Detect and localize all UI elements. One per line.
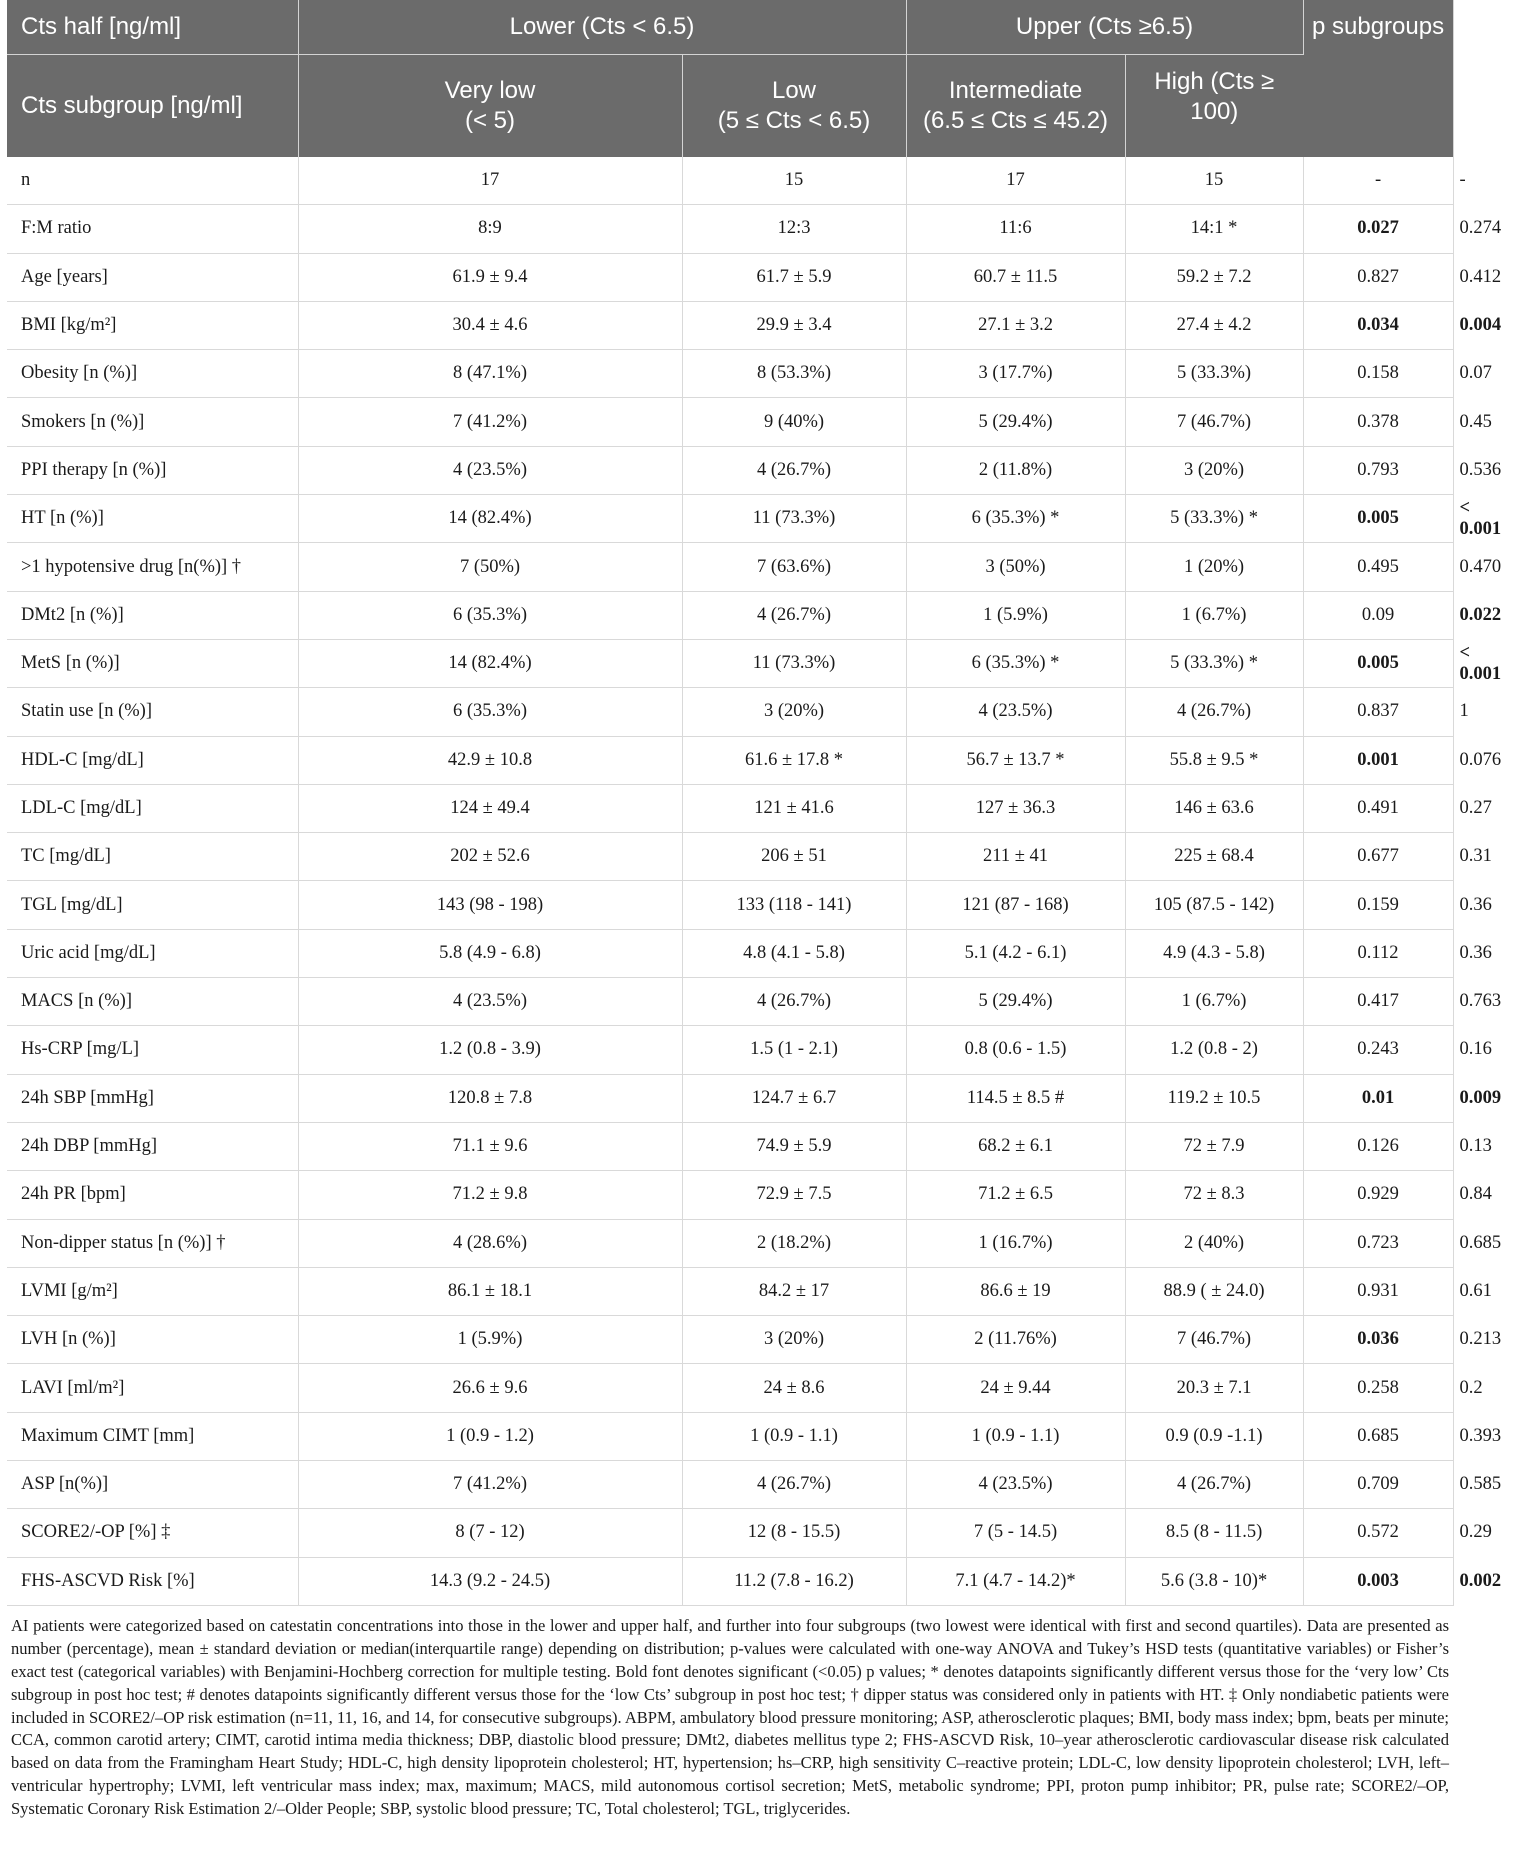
value-very-low: 42.9 ± 10.8 [298, 736, 682, 784]
value-very-low: 1 (5.9%) [298, 1316, 682, 1364]
value-low: 8 (53.3%) [682, 350, 906, 398]
value-very-low: 7 (41.2%) [298, 398, 682, 446]
value-intermediate: 17 [906, 157, 1125, 205]
value-high: 146 ± 63.6 [1125, 784, 1303, 832]
value-very-low: 6 (35.3%) [298, 591, 682, 639]
value-low: 1.5 (1 - 2.1) [682, 1026, 906, 1074]
table-row: Smokers [n (%)] 7 (41.2%) 9 (40%) 5 (29.4%) 7 (46.7%) 0.378 0.45 [7, 398, 1453, 446]
header-row-subgroups [7, 55, 1453, 158]
table-row: HT [n (%)] 14 (82.4%) 11 (73.3%) 6 (35.3%) * 5 (33.3%) * 0.005 < 0.001 [7, 495, 1453, 543]
header-intermediate-name: Intermediate [948, 77, 1083, 104]
value-very-low: 143 (98 - 198) [298, 881, 682, 929]
value-high: 3 (20%) [1125, 446, 1303, 494]
row-label: Hs-CRP [mg/L] [7, 1026, 298, 1074]
value-very-low: 120.8 ± 7.8 [298, 1074, 682, 1122]
row-label: Statin use [n (%)] [7, 688, 298, 736]
p-subgroups-value: 0.034 [1303, 301, 1453, 349]
value-intermediate: 3 (17.7%) [906, 350, 1125, 398]
value-high: 5 (33.3%) * [1125, 639, 1303, 687]
row-label: 24h DBP [mmHg] [7, 1122, 298, 1170]
row-label: Age [years] [7, 253, 298, 301]
value-intermediate: 7 (5 - 14.5) [906, 1509, 1125, 1557]
row-label: Obesity [n (%)] [7, 350, 298, 398]
row-label: LAVI [ml/m²] [7, 1364, 298, 1412]
value-very-low: 30.4 ± 4.6 [298, 301, 682, 349]
value-very-low: 14 (82.4%) [298, 639, 682, 687]
table-row: HDL-C [mg/dL] 42.9 ± 10.8 61.6 ± 17.8 * 56.7 ± 13.7 * 55.8 ± 9.5 * 0.001 0.076 [7, 736, 1453, 784]
header-intermediate [906, 55, 1125, 158]
p-subgroups-value: - [1303, 157, 1453, 205]
value-low: 61.6 ± 17.8 * [682, 736, 906, 784]
p-subgroups-value: 0.827 [1303, 253, 1453, 301]
value-very-low: 61.9 ± 9.4 [298, 253, 682, 301]
value-low: 74.9 ± 5.9 [682, 1122, 906, 1170]
value-low: 4.8 (4.1 - 5.8) [682, 929, 906, 977]
value-high: 7 (46.7%) [1125, 1316, 1303, 1364]
data-table [7, 0, 1531, 1606]
value-low: 1 (0.9 - 1.1) [682, 1412, 906, 1460]
p-subgroups-value: 0.417 [1303, 978, 1453, 1026]
value-very-low: 6 (35.3%) [298, 688, 682, 736]
value-intermediate: 71.2 ± 6.5 [906, 1171, 1125, 1219]
row-label: Uric acid [mg/dL] [7, 929, 298, 977]
row-label: TC [mg/dL] [7, 833, 298, 881]
table-row: LVMI [g/m²] 86.1 ± 18.1 84.2 ± 17 86.6 ± 19 88.9 ( ± 24.0) 0.931 0.61 [7, 1267, 1453, 1315]
value-intermediate: 5 (29.4%) [906, 398, 1125, 446]
value-low: 24 ± 8.6 [682, 1364, 906, 1412]
value-very-low: 8 (7 - 12) [298, 1509, 682, 1557]
value-high: 14:1 * [1125, 205, 1303, 253]
header-p-subgroups: p subgroups [1303, 0, 1453, 157]
value-low: 11 (73.3%) [682, 495, 906, 543]
table-row: Hs-CRP [mg/L] 1.2 (0.8 - 3.9) 1.5 (1 - 2.1) 0.8 (0.6 - 1.5) 1.2 (0.8 - 2) 0.243 0.16 [7, 1026, 1453, 1074]
row-label: >1 hypotensive drug [n(%)] † [7, 543, 298, 591]
header-cts-half-label: Cts half [ng/ml] [7, 0, 298, 55]
value-very-low: 4 (23.5%) [298, 446, 682, 494]
table-row: n 17 15 17 15 - - [7, 157, 1453, 205]
row-label: 24h PR [bpm] [7, 1171, 298, 1219]
value-high: 0.9 (0.9 -1.1) [1125, 1412, 1303, 1460]
p-subgroups-value: 0.677 [1303, 833, 1453, 881]
p-subgroups-value: 0.243 [1303, 1026, 1453, 1074]
row-label: DMt2 [n (%)] [7, 591, 298, 639]
value-intermediate: 5 (29.4%) [906, 978, 1125, 1026]
row-label: HT [n (%)] [7, 495, 298, 543]
value-intermediate: 211 ± 41 [906, 833, 1125, 881]
value-high: 4 (26.7%) [1125, 1461, 1303, 1509]
table-row: BMI [kg/m²] 30.4 ± 4.6 29.9 ± 3.4 27.1 ± 3.2 27.4 ± 4.2 0.034 0.004 [7, 301, 1453, 349]
value-very-low: 14 (82.4%) [298, 495, 682, 543]
value-intermediate: 121 (87 - 168) [906, 881, 1125, 929]
p-subgroups-value: 0.036 [1303, 1316, 1453, 1364]
value-intermediate: 68.2 ± 6.1 [906, 1122, 1125, 1170]
table-row: MetS [n (%)] 14 (82.4%) 11 (73.3%) 6 (35.3%) * 5 (33.3%) * 0.005 < 0.001 [7, 639, 1453, 687]
header-cts-subgroup-label: Cts subgroup [ng/ml] [7, 55, 298, 158]
value-very-low: 124 ± 49.4 [298, 784, 682, 832]
value-high: 4.9 (4.3 - 5.8) [1125, 929, 1303, 977]
table-row: TGL [mg/dL] 143 (98 - 198) 133 (118 - 141) 121 (87 - 168) 105 (87.5 - 142) 0.159 0.36 [7, 881, 1453, 929]
value-low: 4 (26.7%) [682, 446, 906, 494]
p-subgroups-value: 0.685 [1303, 1412, 1453, 1460]
p-subgroups-value: 0.005 [1303, 639, 1453, 687]
row-label: MetS [n (%)] [7, 639, 298, 687]
value-low: 2 (18.2%) [682, 1219, 906, 1267]
table-row: LAVI [ml/m²] 26.6 ± 9.6 24 ± 8.6 24 ± 9.44 20.3 ± 7.1 0.258 0.2 [7, 1364, 1453, 1412]
value-very-low: 8 (47.1%) [298, 350, 682, 398]
p-subgroups-value: 0.931 [1303, 1267, 1453, 1315]
value-intermediate: 7.1 (4.7 - 14.2)* [906, 1557, 1125, 1605]
document [7, 0, 1531, 1821]
value-high: 72 ± 7.9 [1125, 1122, 1303, 1170]
row-label: Non-dipper status [n (%)] † [7, 1219, 298, 1267]
value-low: 9 (40%) [682, 398, 906, 446]
header-lower-half: Lower (Cts < 6.5) [298, 0, 906, 55]
value-low: 4 (26.7%) [682, 1461, 906, 1509]
value-low: 3 (20%) [682, 688, 906, 736]
value-low: 133 (118 - 141) [682, 881, 906, 929]
value-high: 225 ± 68.4 [1125, 833, 1303, 881]
row-label: HDL-C [mg/dL] [7, 736, 298, 784]
header-low-name: Low [771, 77, 817, 104]
value-very-low: 1 (0.9 - 1.2) [298, 1412, 682, 1460]
table-row: LVH [n (%)] 1 (5.9%) 3 (20%) 2 (11.76%) 7 (46.7%) 0.036 0.213 [7, 1316, 1453, 1364]
value-high: 1 (6.7%) [1125, 591, 1303, 639]
value-intermediate: 86.6 ± 19 [906, 1267, 1125, 1315]
value-very-low: 14.3 (9.2 - 24.5) [298, 1557, 682, 1605]
value-low: 12 (8 - 15.5) [682, 1509, 906, 1557]
p-subgroups-value: 0.158 [1303, 350, 1453, 398]
p-subgroups-value: 0.005 [1303, 495, 1453, 543]
table-body [7, 157, 1502, 1605]
value-intermediate: 4 (23.5%) [906, 1461, 1125, 1509]
value-very-low: 86.1 ± 18.1 [298, 1267, 682, 1315]
value-intermediate: 114.5 ± 8.5 # [906, 1074, 1125, 1122]
value-low: 4 (26.7%) [682, 978, 906, 1026]
p-subgroups-value: 0.01 [1303, 1074, 1453, 1122]
row-label: SCORE2/-OP [%] ‡ [7, 1509, 298, 1557]
value-low: 206 ± 51 [682, 833, 906, 881]
table-row: MACS [n (%)] 4 (23.5%) 4 (26.7%) 5 (29.4%) 1 (6.7%) 0.417 0.763 [7, 978, 1453, 1026]
value-intermediate: 6 (35.3%) * [906, 639, 1125, 687]
value-very-low: 1.2 (0.8 - 3.9) [298, 1026, 682, 1074]
table-row: Statin use [n (%)] 6 (35.3%) 3 (20%) 4 (23.5%) 4 (26.7%) 0.837 1 [7, 688, 1453, 736]
table-row: Maximum CIMT [mm] 1 (0.9 - 1.2) 1 (0.9 - 1.1) 1 (0.9 - 1.1) 0.9 (0.9 -1.1) 0.685 0.393 [7, 1412, 1453, 1460]
value-high: 1.2 (0.8 - 2) [1125, 1026, 1303, 1074]
value-intermediate: 6 (35.3%) * [906, 495, 1125, 543]
p-subgroups-value: 0.126 [1303, 1122, 1453, 1170]
value-intermediate: 27.1 ± 3.2 [906, 301, 1125, 349]
table-row: 24h SBP [mmHg] 120.8 ± 7.8 124.7 ± 6.7 114.5 ± 8.5 # 119.2 ± 10.5 0.01 0.009 [7, 1074, 1453, 1122]
value-low: 4 (26.7%) [682, 591, 906, 639]
p-subgroups-value: 0.027 [1303, 205, 1453, 253]
value-intermediate: 1 (5.9%) [906, 591, 1125, 639]
value-high: 20.3 ± 7.1 [1125, 1364, 1303, 1412]
p-subgroups-value: 0.491 [1303, 784, 1453, 832]
value-high: 4 (26.7%) [1125, 688, 1303, 736]
p-subgroups-value: 0.709 [1303, 1461, 1453, 1509]
table-footnote: AI patients were categorized based on catestatin concentrations into those in the lower and upper half, and further into four subgroups (two lowest were identical with first and second quartiles). Data are presented as number (percentage), mean ± standard deviation or median(interquartile range) depending on distribution; p-values were calculated with one-way ANOVA and Tukey’s HSD tests (quantitative variables) or Fisher’s exact test (categorical variables) with Benjamini-Hochberg correction for multiple testing. Bold font denotes significant (<0.05) p values; * denotes datapoints significantly different versus those for the ‘very low’ Cts subgroup in post hoc test; # denotes datapoints significantly different versus those for the ‘low Cts’ subgroup in post hoc test; † dipper status was considered only in patients with HT. ‡ Only nondiabetic patients were included in SCORE2/–OP risk estimation (n=11, 11, 16, and 14, for consecutive subgroups). ABPM, ambulatory blood pressure monitoring; ASP, atherosclerotic plaques; BMI, body mass index; bpm, beats per minute; CCA, common carotid artery; CIMT, carotid intima media thickness; DBP, diastolic blood pressure; DMt2, diabetes mellitus type 2; FHS-ASCVD Risk, 10–year atherosclerotic cardiovascular disease risk calculated based on data from the Framingham Heart Study; HDL-C, high density lipoprotein cholesterol; HT, hypertension; hs–CRP, high sensitivity C–reactive protein; LDL-C, low density lipoprotein cholesterol; LVH, left–ventricular hypertrophy; LVMI, left ventricular mass index; max, maximum; MACS, mild autonomous cortisol secretion; MetS, metabolic syndrome; PPI, proton pump inhibitor; PR, pulse rate; SCORE2/–OP, Systematic Coronary Risk Estimation 2/–Older People; SBP, systolic blood pressure; TC, Total cholesterol; TGL, triglycerides. [11, 1615, 1449, 1819]
p-subgroups-value: 0.09 [1303, 591, 1453, 639]
value-very-low: 71.1 ± 9.6 [298, 1122, 682, 1170]
value-intermediate: 0.8 (0.6 - 1.5) [906, 1026, 1125, 1074]
table-header [7, 0, 1531, 157]
row-label: 24h SBP [mmHg] [7, 1074, 298, 1122]
value-very-low: 17 [298, 157, 682, 205]
value-low: 124.7 ± 6.7 [682, 1074, 906, 1122]
value-high: 2 (40%) [1125, 1219, 1303, 1267]
p-subgroups-value: 0.495 [1303, 543, 1453, 591]
row-label: LVH [n (%)] [7, 1316, 298, 1364]
value-intermediate: 56.7 ± 13.7 * [906, 736, 1125, 784]
value-intermediate: 1 (0.9 - 1.1) [906, 1412, 1125, 1460]
p-subgroups-value: 0.837 [1303, 688, 1453, 736]
table-row: SCORE2/-OP [%] ‡ 8 (7 - 12) 12 (8 - 15.5) 7 (5 - 14.5) 8.5 (8 - 11.5) 0.572 0.29 [7, 1509, 1453, 1557]
header-low-range: (5 ≤ Cts < 6.5) [717, 107, 871, 134]
table-row: Age [years] 61.9 ± 9.4 61.7 ± 5.9 60.7 ± 11.5 59.2 ± 7.2 0.827 0.412 [7, 253, 1453, 301]
value-high: 1 (20%) [1125, 543, 1303, 591]
value-very-low: 5.8 (4.9 - 6.8) [298, 929, 682, 977]
value-very-low: 8:9 [298, 205, 682, 253]
row-label: ASP [n(%)] [7, 1461, 298, 1509]
value-intermediate: 60.7 ± 11.5 [906, 253, 1125, 301]
row-label: LVMI [g/m²] [7, 1267, 298, 1315]
value-intermediate: 2 (11.8%) [906, 446, 1125, 494]
p-subgroups-value: 0.159 [1303, 881, 1453, 929]
row-label: MACS [n (%)] [7, 978, 298, 1026]
value-high: 55.8 ± 9.5 * [1125, 736, 1303, 784]
p-subgroups-value: 0.001 [1303, 736, 1453, 784]
row-label: FHS-ASCVD Risk [%] [7, 1557, 298, 1605]
p-subgroups-value: 0.003 [1303, 1557, 1453, 1605]
value-intermediate: 1 (16.7%) [906, 1219, 1125, 1267]
value-low: 11 (73.3%) [682, 639, 906, 687]
value-high: 88.9 ( ± 24.0) [1125, 1267, 1303, 1315]
table-row: >1 hypotensive drug [n(%)] † 7 (50%) 7 (63.6%) 3 (50%) 1 (20%) 0.495 0.470 [7, 543, 1453, 591]
header-intermediate-range: (6.5 ≤ Cts ≤ 45.2) [922, 107, 1109, 134]
value-very-low: 202 ± 52.6 [298, 833, 682, 881]
row-label: TGL [mg/dL] [7, 881, 298, 929]
table-row: 24h PR [bpm] 71.2 ± 9.8 72.9 ± 7.5 71.2 ± 6.5 72 ± 8.3 0.929 0.84 [7, 1171, 1453, 1219]
value-high: 105 (87.5 - 142) [1125, 881, 1303, 929]
value-high: 72 ± 8.3 [1125, 1171, 1303, 1219]
p-subgroups-value: 0.258 [1303, 1364, 1453, 1412]
value-high: 5 (33.3%) [1125, 350, 1303, 398]
header-upper-half: Upper (Cts ≥6.5) [906, 0, 1303, 55]
table-row: Obesity [n (%)] 8 (47.1%) 8 (53.3%) 3 (17.7%) 5 (33.3%) 0.158 0.07 [7, 350, 1453, 398]
value-high: 119.2 ± 10.5 [1125, 1074, 1303, 1122]
value-intermediate: 24 ± 9.44 [906, 1364, 1125, 1412]
value-low: 29.9 ± 3.4 [682, 301, 906, 349]
value-very-low: 7 (50%) [298, 543, 682, 591]
value-high: 5.6 (3.8 - 10)* [1125, 1557, 1303, 1605]
value-intermediate: 4 (23.5%) [906, 688, 1125, 736]
p-subgroups-value: 0.112 [1303, 929, 1453, 977]
p-subgroups-value: 0.793 [1303, 446, 1453, 494]
table-row: ASP [n(%)] 7 (41.2%) 4 (26.7%) 4 (23.5%) 4 (26.7%) 0.709 0.585 [7, 1461, 1453, 1509]
value-high: 59.2 ± 7.2 [1125, 253, 1303, 301]
header-very-low-range: (< 5) [464, 107, 515, 134]
row-label: Smokers [n (%)] [7, 398, 298, 446]
value-low: 61.7 ± 5.9 [682, 253, 906, 301]
value-high: 1 (6.7%) [1125, 978, 1303, 1026]
value-intermediate: 2 (11.76%) [906, 1316, 1125, 1364]
value-very-low: 4 (28.6%) [298, 1219, 682, 1267]
p-subgroups-value: 0.572 [1303, 1509, 1453, 1557]
value-low: 84.2 ± 17 [682, 1267, 906, 1315]
value-high: 15 [1125, 157, 1303, 205]
row-label: F:M ratio [7, 205, 298, 253]
table-row: PPI therapy [n (%)] 4 (23.5%) 4 (26.7%) 2 (11.8%) 3 (20%) 0.793 0.536 [7, 446, 1453, 494]
value-high: 7 (46.7%) [1125, 398, 1303, 446]
value-low: 3 (20%) [682, 1316, 906, 1364]
table-row: Uric acid [mg/dL] 5.8 (4.9 - 6.8) 4.8 (4.1 - 5.8) 5.1 (4.2 - 6.1) 4.9 (4.3 - 5.8) 0.112 0.36 [7, 929, 1453, 977]
table-row: F:M ratio 8:9 12:3 11:6 14:1 * 0.027 0.274 [7, 205, 1453, 253]
table-row: 24h DBP [mmHg] 71.1 ± 9.6 74.9 ± 5.9 68.2 ± 6.1 72 ± 7.9 0.126 0.13 [7, 1122, 1453, 1170]
value-intermediate: 3 (50%) [906, 543, 1125, 591]
p-subgroups-value: 0.378 [1303, 398, 1453, 446]
p-subgroups-value: 0.929 [1303, 1171, 1453, 1219]
row-label: LDL-C [mg/dL] [7, 784, 298, 832]
p-subgroups-value: 0.723 [1303, 1219, 1453, 1267]
header-very-low [298, 55, 682, 158]
value-very-low: 4 (23.5%) [298, 978, 682, 1026]
value-high: 5 (33.3%) * [1125, 495, 1303, 543]
value-low: 11.2 (7.8 - 16.2) [682, 1557, 906, 1605]
value-high: 8.5 (8 - 11.5) [1125, 1509, 1303, 1557]
value-very-low: 7 (41.2%) [298, 1461, 682, 1509]
header-row-halves: Cts half [ng/ml] Lower (Cts < 6.5) Upper (Cts ≥6.5) p subgroups p halves [7, 0, 1453, 55]
header-high: High (Cts ≥ 100) [1125, 55, 1303, 158]
value-low: 121 ± 41.6 [682, 784, 906, 832]
table-row: TC [mg/dL] 202 ± 52.6 206 ± 51 211 ± 41 225 ± 68.4 0.677 0.31 [7, 833, 1453, 881]
value-intermediate: 5.1 (4.2 - 6.1) [906, 929, 1125, 977]
table-row: DMt2 [n (%)] 6 (35.3%) 4 (26.7%) 1 (5.9%) 1 (6.7%) 0.09 0.022 [7, 591, 1453, 639]
row-label: n [7, 157, 298, 205]
value-intermediate: 127 ± 36.3 [906, 784, 1125, 832]
table-row: LDL-C [mg/dL] 124 ± 49.4 121 ± 41.6 127 ± 36.3 146 ± 63.6 0.491 0.27 [7, 784, 1453, 832]
row-label: PPI therapy [n (%)] [7, 446, 298, 494]
value-intermediate: 11:6 [906, 205, 1125, 253]
row-label: BMI [kg/m²] [7, 301, 298, 349]
value-low: 7 (63.6%) [682, 543, 906, 591]
value-high: 27.4 ± 4.2 [1125, 301, 1303, 349]
table-row: Non-dipper status [n (%)] † 4 (28.6%) 2 (18.2%) 1 (16.7%) 2 (40%) 0.723 0.685 [7, 1219, 1453, 1267]
value-low: 15 [682, 157, 906, 205]
row-label: Maximum CIMT [mm] [7, 1412, 298, 1460]
table-row: FHS-ASCVD Risk [%] 14.3 (9.2 - 24.5) 11.2 (7.8 - 16.2) 7.1 (4.7 - 14.2)* 5.6 (3.8 - 10)* 0.003 0.002 [7, 1557, 1453, 1605]
value-low: 12:3 [682, 205, 906, 253]
value-low: 72.9 ± 7.5 [682, 1171, 906, 1219]
header-low [682, 55, 906, 158]
value-very-low: 26.6 ± 9.6 [298, 1364, 682, 1412]
value-very-low: 71.2 ± 9.8 [298, 1171, 682, 1219]
header-very-low-name: Very low [444, 77, 536, 104]
